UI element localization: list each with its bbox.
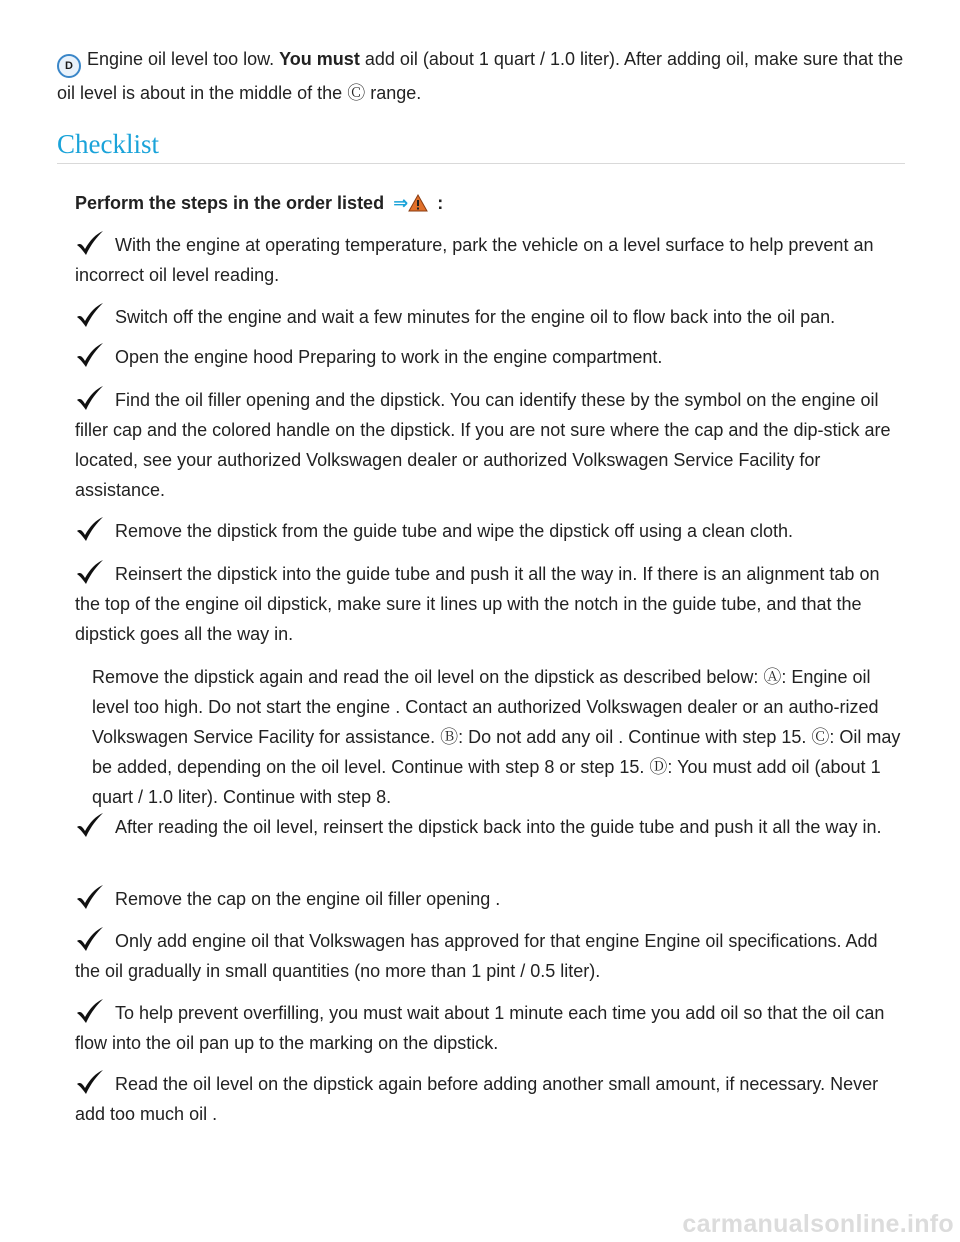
step-text: Remove the cap on the engine oil filler opening .: [115, 889, 501, 909]
checkmark-icon: [75, 302, 105, 328]
lead-text: Perform the steps in the order listed: [75, 193, 385, 213]
checkmark-icon: [75, 342, 105, 368]
checklist-step: [75, 559, 907, 649]
checkmark-icon: [75, 385, 105, 411]
checkmark-icon: [75, 1069, 105, 1095]
checkmark-icon: [75, 884, 105, 910]
checkmark-icon: [75, 926, 105, 952]
watermark: carmanualsonline.info: [682, 1210, 954, 1238]
checkmark-icon: [75, 230, 105, 256]
checklist-step: [75, 1069, 907, 1129]
checkmark-icon: [75, 516, 105, 542]
level-c-symbol: Ⓒ: [811, 727, 830, 747]
checklist-step: [75, 516, 907, 546]
intro-text-b: add oil (about 1 quart / 1.0 liter). After adding oil, make sure that the oil level is about in the middle of the: [57, 49, 904, 103]
see-arrow-link[interactable]: ⇒: [393, 193, 409, 213]
step-text: Read the oil level on the dipstick again before adding another small amount, if necessary. Never add too much oil .: [75, 1074, 879, 1124]
intro-paragraph: [57, 44, 907, 108]
checklist-step: [75, 926, 907, 986]
level-d-symbol: Ⓓ: [649, 757, 668, 777]
step-text: Only add engine oil that Volkswagen has approved for that engine Engine oil specifications. Add the oil gradually in small quantities (no more than 1 pint / 0.5 liter).: [75, 931, 878, 981]
range-c-symbol: Ⓒ: [347, 83, 366, 103]
lead-instruction: [75, 188, 443, 218]
level-a-text: : Engine oil level too high. Do not start the engine . Contact an authorized Volkswagen dealer or an autho-rized Volkswagen Service Facility for assistance.: [92, 667, 879, 747]
checklist-step: [75, 342, 907, 372]
level-d-text: : You must add oil (about 1 quart / 1.0 liter). Continue with step 8.: [92, 757, 881, 807]
checklist-step: [75, 884, 907, 914]
step-text: After reading the oil level, reinsert the dipstick back into the guide tube and push it all the way in.: [115, 817, 882, 837]
level-d-badge-icon: D: [57, 54, 81, 78]
level-c-text: : Oil may be added, depending on the oil level. Continue with step 8 or step 15.: [92, 727, 901, 777]
lead-colon: :: [437, 193, 444, 213]
intro-bold: You must: [279, 49, 360, 69]
section-title: Checklist: [57, 129, 159, 159]
step-text: Switch off the engine and wait a few minutes for the engine oil to flow back into the oil pan.: [115, 307, 836, 327]
checkmark-icon: [75, 998, 105, 1024]
level-a-symbol: Ⓐ: [763, 667, 782, 687]
step-text: Open the engine hood Preparing to work in the engine compartment.: [115, 347, 663, 367]
intro-text-c: range.: [370, 83, 422, 103]
checklist-step: [75, 230, 907, 290]
step-text: Find the oil filler opening and the dipstick. You can identify these by the symbol on the engine oil filler cap and the colored handle on the dipstick. If you are not sure where the cap and the dip-stick are located, see your authorized Volkswagen dealer or authorized Volkswagen Service Facility for assistance.: [75, 390, 891, 500]
intro-text-a: Engine oil level too low.: [87, 49, 275, 69]
step-text: Remove the dipstick from the guide tube and wipe the dipstick off using a clean cloth.: [115, 521, 794, 541]
section-divider: [57, 163, 905, 164]
note-intro: Remove the dipstick again and read the oil level on the dipstick as described below:: [92, 667, 759, 687]
checklist-step: [75, 998, 907, 1058]
checklist-step: [75, 812, 907, 842]
checkmark-icon: [75, 559, 105, 585]
step-text: With the engine at operating temperature, park the vehicle on a level surface to help prevent an incorrect oil level reading.: [75, 235, 874, 285]
checklist-step: [75, 385, 907, 505]
step-text: To help prevent overfilling, you must wait about 1 minute each time you add oil so that the oil can flow into the oil pan up to the marking on the dipstick.: [75, 1003, 885, 1053]
level-b-text: : Do not add any oil . Continue with step 15.: [458, 727, 807, 747]
checklist-step: [75, 302, 907, 332]
oil-level-note: [92, 662, 907, 812]
level-b-symbol: Ⓑ: [440, 727, 459, 747]
warning-triangle-icon: [408, 194, 428, 212]
checkmark-icon: [75, 812, 105, 838]
step-text: Reinsert the dipstick into the guide tube and push it all the way in. If there is an alignment tab on the top of the engine oil dipstick, make sure it lines up with the notch in the guide tube, and that the dipstick goes all the way in.: [75, 564, 880, 644]
